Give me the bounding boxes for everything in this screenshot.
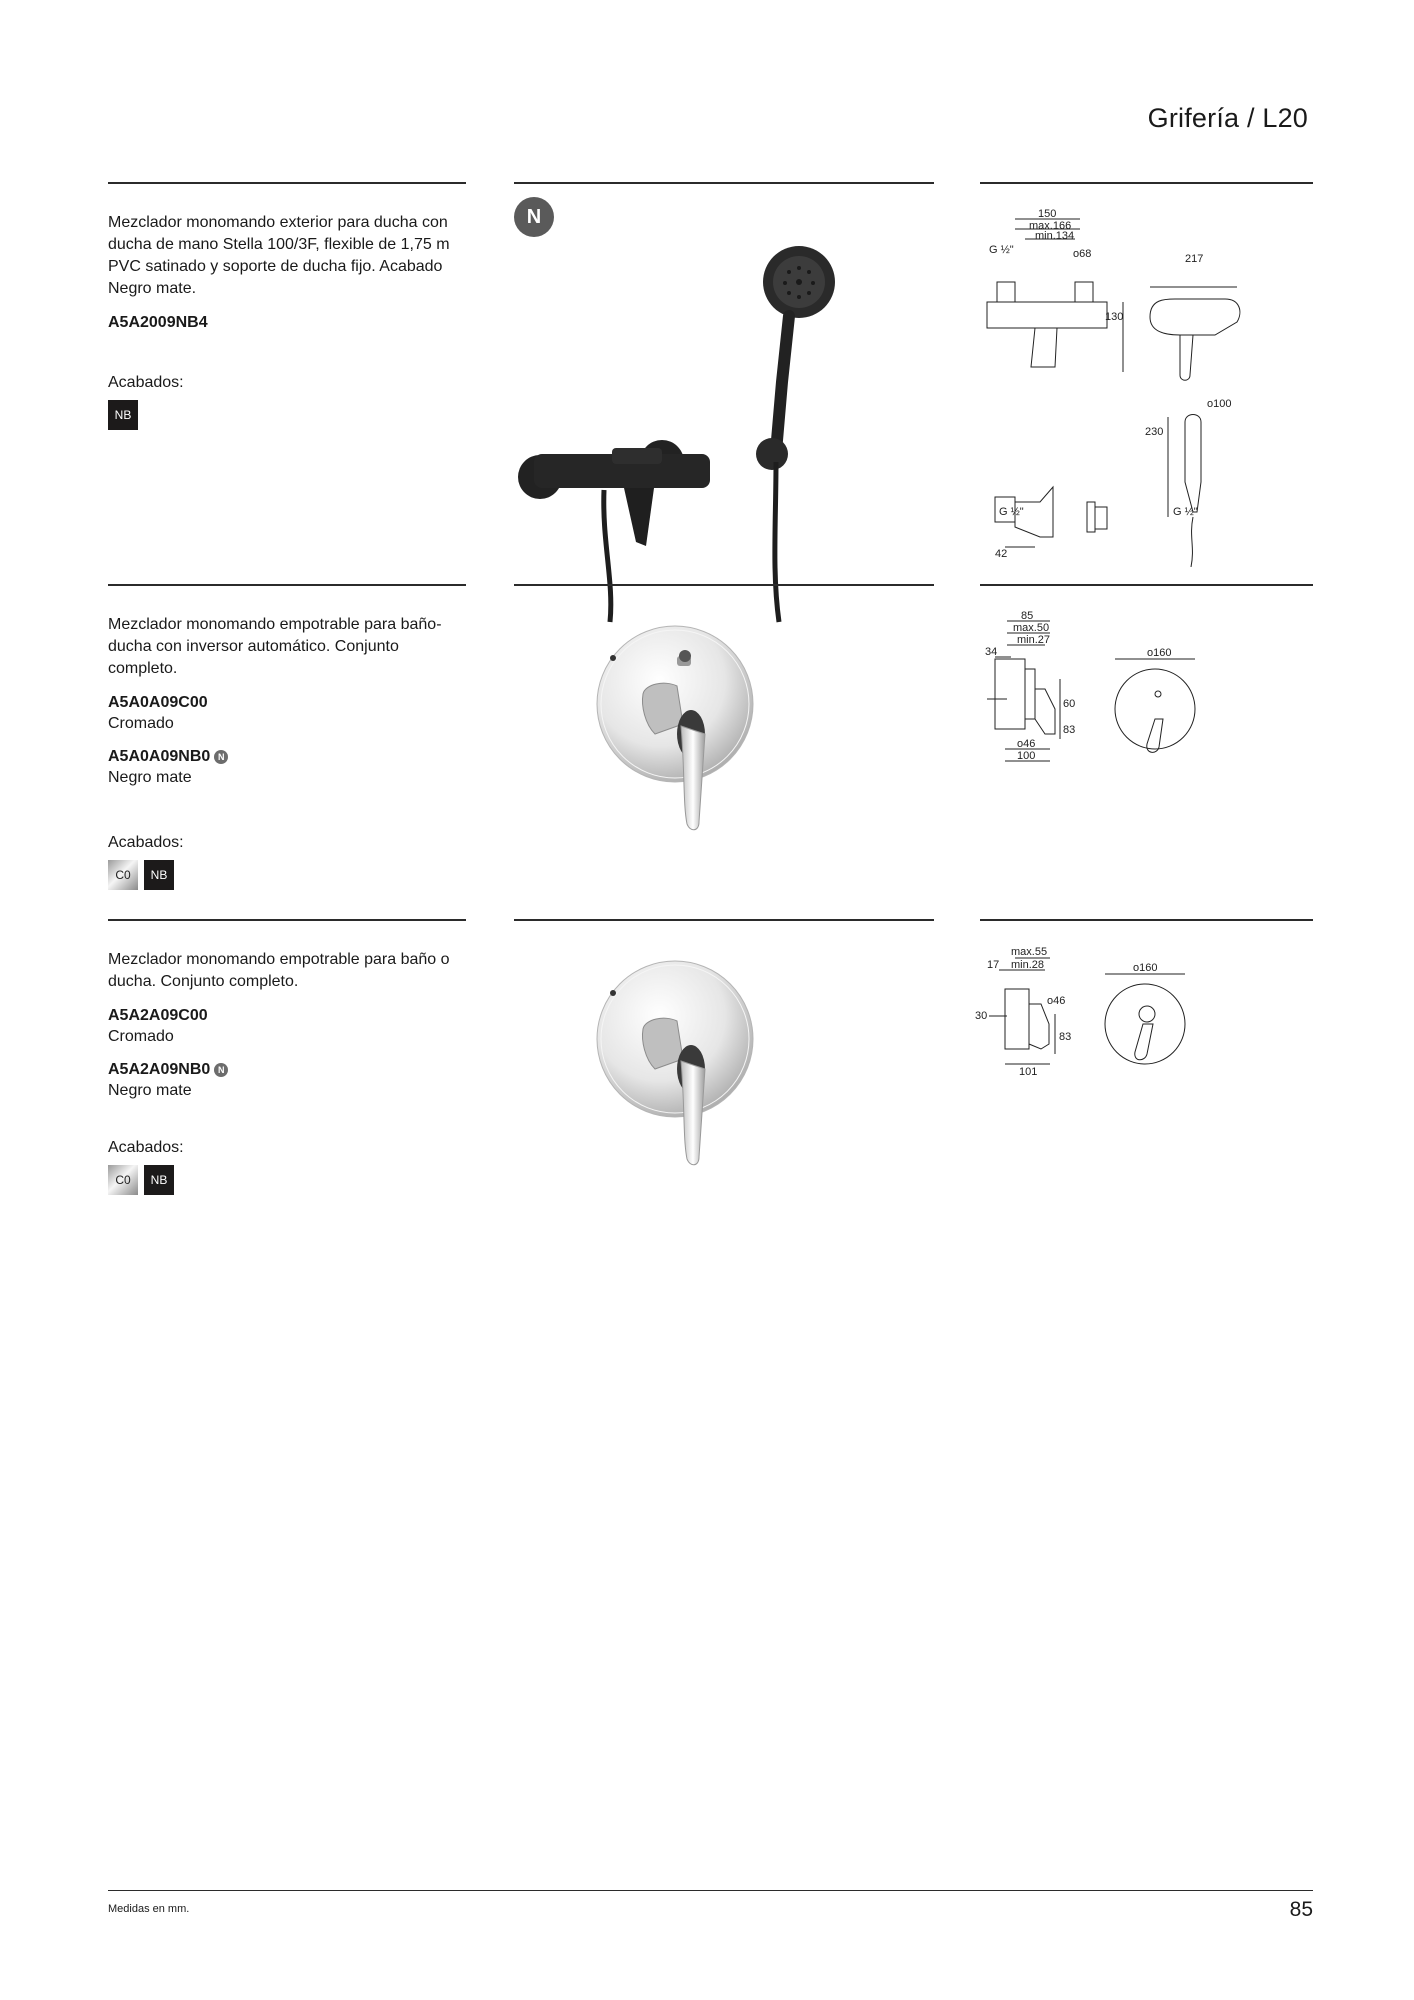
swatch-c0: C0 <box>108 1165 138 1195</box>
dim-17: 17 <box>987 959 1000 971</box>
finish-name: Cromado <box>108 1028 174 1045</box>
dim-30: 30 <box>975 1010 988 1022</box>
product-code: A5A2A09NB0 N <box>108 1059 468 1081</box>
dim-217: 217 <box>1185 253 1204 265</box>
product-code: A5A2009NB4 <box>108 314 208 331</box>
dim-34: 34 <box>985 646 998 658</box>
dim-60: 60 <box>1063 698 1076 710</box>
dim-max50: max.50 <box>1013 622 1050 634</box>
dim-o46: o46 <box>1017 738 1036 750</box>
divider <box>108 584 466 586</box>
finish-name: Negro mate <box>108 1082 192 1099</box>
dim-101: 101 <box>1019 1066 1038 1078</box>
dim-85: 85 <box>1021 610 1034 622</box>
dim-130: 130 <box>1105 311 1124 323</box>
product-info <box>108 212 468 430</box>
footer-note: Medidas en mm. <box>108 1903 190 1915</box>
finishes-label: Acabados: <box>108 1139 184 1156</box>
product-description: Mezclador monomando exterior para ducha con ducha de mano Stella 100/3F, flexible de 1,75 m PVC satinado y soporte de ducha fijo. Acabado Negro mate. <box>108 214 450 297</box>
dim-g12-side: G ½" <box>999 506 1024 518</box>
divider <box>514 584 934 586</box>
dim-g12: G ½" <box>989 244 1014 256</box>
divider <box>514 919 934 921</box>
dim-230: 230 <box>1145 426 1164 438</box>
product-photo-concealed-mixer-diverter <box>595 624 775 834</box>
divider <box>980 584 1313 586</box>
dim-g12-hose: G ½" <box>1173 506 1198 518</box>
dim-max166: max.166 <box>1029 220 1072 232</box>
finishes-label: Acabados: <box>108 374 184 391</box>
dim-42: 42 <box>995 548 1008 560</box>
dim-o68: o68 <box>1073 248 1092 260</box>
new-badge: N <box>514 197 554 237</box>
dim-max55: max.55 <box>1011 946 1048 958</box>
dim-83: 83 <box>1059 1031 1072 1043</box>
footer-divider <box>108 1890 1313 1891</box>
new-mark-icon: N <box>214 1063 228 1077</box>
dim-o160: o160 <box>1147 647 1172 659</box>
dim-100: 100 <box>1017 750 1036 762</box>
page-number: 85 <box>1289 1898 1313 1921</box>
finish-name: Cromado <box>108 715 174 732</box>
finish-swatches <box>108 860 468 890</box>
page-title: Grifería / L20 <box>1147 103 1308 133</box>
technical-drawing-3 <box>975 944 1315 1114</box>
dim-o100: o100 <box>1207 398 1232 410</box>
divider <box>108 182 466 184</box>
dim-min134: min.134 <box>1035 230 1075 242</box>
product-code: A5A2A09C00 <box>108 1007 208 1024</box>
finish-swatches <box>108 400 468 430</box>
product-photo-concealed-mixer <box>595 959 775 1169</box>
finishes-label: Acabados: <box>108 834 184 851</box>
dim-min28: min.28 <box>1011 959 1045 971</box>
dim-83: 83 <box>1063 724 1076 736</box>
technical-drawing-1 <box>975 207 1315 567</box>
product-info <box>108 614 468 890</box>
divider <box>980 182 1313 184</box>
product-info <box>108 949 468 1195</box>
swatch-nb: NB <box>144 860 174 890</box>
swatch-c0: C0 <box>108 860 138 890</box>
dim-150: 150 <box>1038 208 1057 220</box>
new-mark-icon: N <box>214 750 228 764</box>
swatch-nb: NB <box>144 1165 174 1195</box>
dim-o46: o46 <box>1047 995 1066 1007</box>
product-description: Mezclador monomando empotrable para baño-ducha con inversor automático. Conjunto completo. <box>108 616 442 677</box>
product-description: Mezclador monomando empotrable para baño o ducha. Conjunto completo. <box>108 951 450 990</box>
divider <box>514 182 934 184</box>
dim-o160: o160 <box>1133 962 1158 974</box>
divider <box>108 919 466 921</box>
product-code: A5A0A09C00 <box>108 694 208 711</box>
finish-swatches <box>108 1165 468 1195</box>
product-code: A5A0A09NB0 N <box>108 746 468 768</box>
divider <box>980 919 1313 921</box>
dim-min27: min.27 <box>1017 634 1051 646</box>
finish-name: Negro mate <box>108 769 192 786</box>
technical-drawing-2 <box>975 609 1315 779</box>
swatch-nb: NB <box>108 400 138 430</box>
